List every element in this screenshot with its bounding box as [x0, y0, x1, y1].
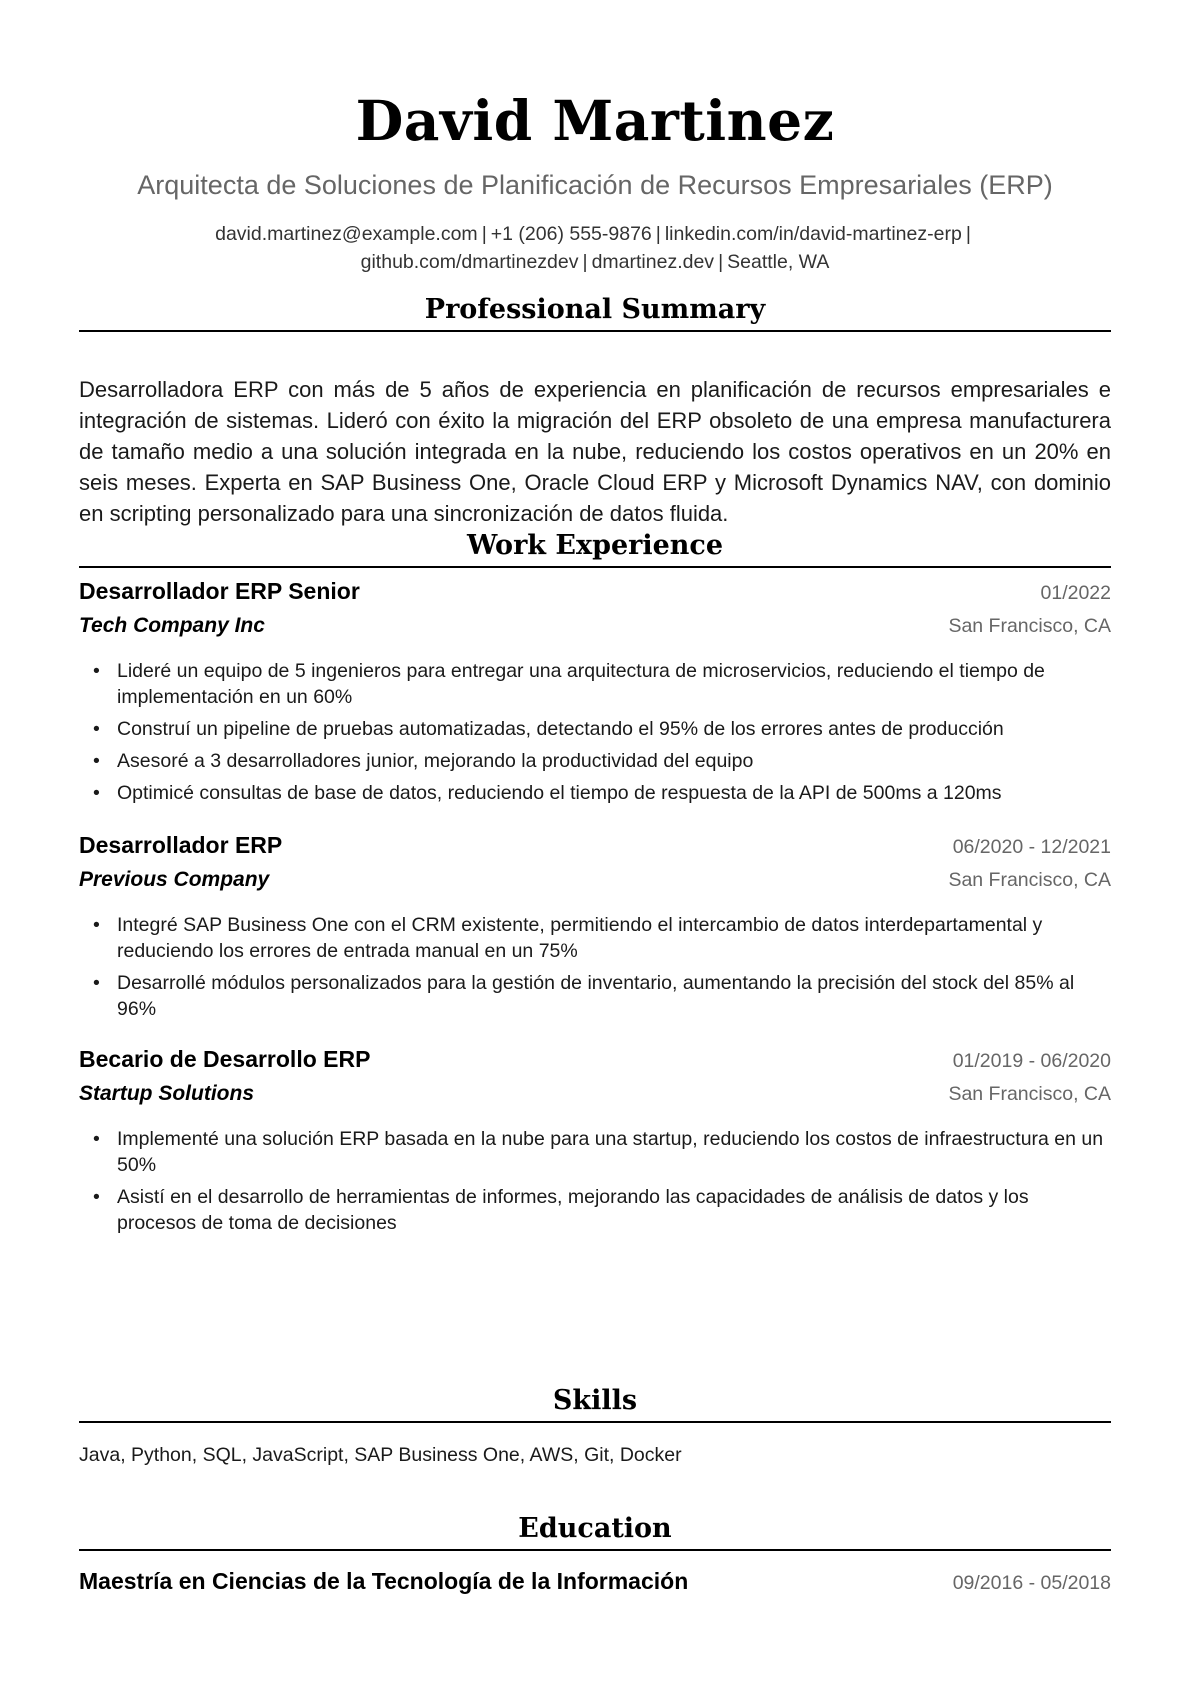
location: Seattle, WA [727, 251, 830, 273]
bullet-text: Integré SAP Business One con el CRM existente, permitiendo el intercambio de datos interdepartamental y reduciendo los errores de entrada manual en un 75% [117, 914, 1043, 962]
separator: | [655, 223, 661, 245]
job-date: 01/2019 - 06/2020 [952, 1050, 1111, 1072]
section-divider [79, 1421, 1111, 1423]
list-item [79, 748, 1111, 774]
bullet-text: Implementé una solución ERP basada en la nube para una startup, reduciendo los costos de infraestructura en un 50% [117, 1128, 1104, 1176]
separator: | [582, 251, 588, 273]
contact-line-2 [0, 248, 1190, 276]
bullet-icon: • [93, 972, 100, 994]
bullet-icon: • [93, 718, 100, 740]
bullet-text: Construí un pipeline de pruebas automatizadas, detectando el 95% de los errores antes de producción [117, 718, 1004, 740]
job-bullets [79, 912, 1111, 1022]
education-degree: Maestría en Ciencias de la Tecnología de la Información [79, 1568, 689, 1594]
github-link[interactable]: github.com/dmartinezdev [360, 251, 579, 273]
job-company: Tech Company Inc [79, 614, 265, 637]
section-title-education: Education [518, 1513, 672, 1544]
contact-info [0, 220, 1190, 276]
list-item [79, 780, 1111, 806]
list-item [79, 1184, 1111, 1236]
job-bullets [79, 1126, 1111, 1236]
bullet-icon: • [93, 750, 100, 772]
linkedin-link[interactable]: linkedin.com/in/david-martinez-erp [664, 223, 962, 245]
bullet-text: Asistí en el desarrollo de herramientas de informes, mejorando las capacidades de análisis de datos y los procesos de toma de decisiones [117, 1186, 1029, 1234]
job-entry [79, 832, 1111, 1028]
list-item [79, 658, 1111, 710]
skills-text: Java, Python, SQL, JavaScript, SAP Business One, AWS, Git, Docker [79, 1444, 682, 1466]
list-item [79, 970, 1111, 1022]
job-company: Startup Solutions [79, 1082, 254, 1105]
separator: | [481, 223, 487, 245]
candidate-headline: Arquitecta de Soluciones de Planificación de Recursos Empresariales (ERP) [137, 170, 1053, 200]
section-divider [79, 330, 1111, 332]
email-link[interactable]: david.martinez@example.com [215, 223, 478, 245]
education-entry [79, 1568, 1111, 1595]
education-date: 09/2016 - 05/2018 [952, 1572, 1111, 1594]
section-title-summary: Professional Summary [424, 294, 766, 325]
website-link[interactable]: dmartinez.dev [591, 251, 715, 273]
job-entry [79, 578, 1111, 812]
section-title-experience: Work Experience [466, 530, 724, 561]
list-item [79, 716, 1111, 742]
bullet-icon: • [93, 914, 100, 936]
bullet-icon: • [93, 782, 100, 804]
job-title: Desarrollador ERP Senior [79, 578, 360, 604]
job-date: 01/2022 [1040, 582, 1111, 604]
job-title: Desarrollador ERP [79, 832, 283, 858]
section-divider [79, 1549, 1111, 1551]
job-bullets [79, 658, 1111, 806]
candidate-name: David Martinez [355, 88, 835, 153]
bullet-text: Optimicé consultas de base de datos, reduciendo el tiempo de respuesta de la API de 500ms a 120ms [117, 782, 1002, 804]
section-divider [79, 566, 1111, 568]
bullet-icon: • [93, 1128, 100, 1150]
bullet-icon: • [93, 660, 100, 682]
separator: | [965, 223, 971, 245]
bullet-text: Lideré un equipo de 5 ingenieros para entregar una arquitectura de microservicios, reduciendo el tiempo de implementación en un 60% [117, 660, 1045, 708]
separator: | [718, 251, 724, 273]
bullet-icon: • [93, 1186, 100, 1208]
job-company: Previous Company [79, 868, 270, 891]
job-entry [79, 1046, 1111, 1242]
list-item [79, 912, 1111, 964]
job-location: San Francisco, CA [948, 869, 1111, 891]
phone-number[interactable]: +1 (206) 555-9876 [490, 223, 652, 245]
section-title-skills: Skills [552, 1385, 638, 1416]
bullet-text: Desarrollé módulos personalizados para la gestión de inventario, aumentando la precisión del stock del 85% al 96% [117, 972, 1075, 1020]
job-title: Becario de Desarrollo ERP [79, 1046, 371, 1072]
list-item [79, 1126, 1111, 1178]
job-location: San Francisco, CA [948, 1083, 1111, 1105]
contact-line-1 [0, 220, 1190, 248]
job-location: San Francisco, CA [948, 615, 1111, 637]
job-date: 06/2020 - 12/2021 [952, 836, 1111, 858]
bullet-text: Asesoré a 3 desarrolladores junior, mejorando la productividad del equipo [117, 750, 754, 772]
summary-text: Desarrolladora ERP con más de 5 años de experiencia en planificación de recursos empresariales e integración de sistemas. Lideró con éxito la migración del ERP obsoleto de una empresa manufacturera de tamaño medio a una solución integrada en la nube, reduciendo los costos operativos en un 20% en seis meses. Experta en SAP Business One, Oracle Cloud ERP y Microsoft Dynamics NAV, con dominio en scripting personalizado para una sincronización de datos fluida. [79, 377, 1111, 526]
